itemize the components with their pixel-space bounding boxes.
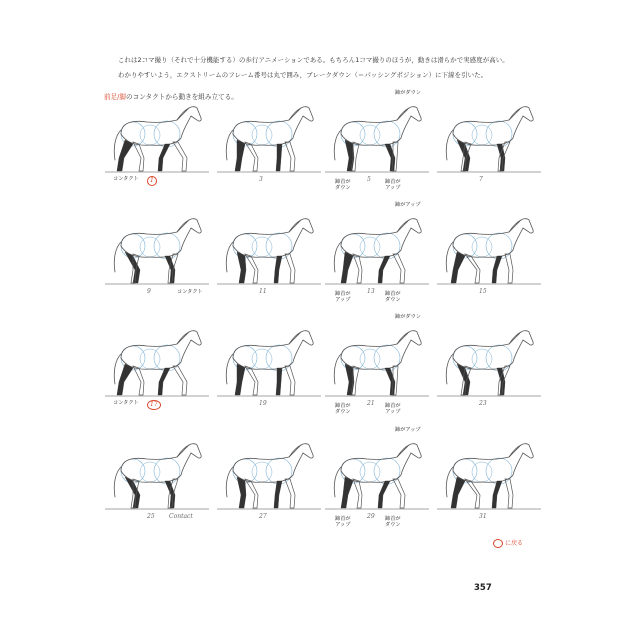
fetlock-label-right	[385, 179, 401, 191]
circle-mark-icon	[493, 539, 503, 548]
walk-frame	[103, 437, 211, 547]
frame-number: 1	[147, 176, 157, 186]
contact-label: コンタクト	[113, 176, 139, 182]
frame-number: 13	[367, 288, 375, 295]
horse-sketch	[435, 437, 543, 517]
fetlock-label-line: 蹄首が	[335, 179, 351, 185]
return-note	[493, 538, 523, 548]
frame-number: 27	[259, 513, 267, 520]
fetlock-label-line: アップ	[335, 297, 351, 303]
walk-frame	[435, 324, 543, 434]
return-label: に戻る	[505, 540, 524, 547]
fetlock-label-right	[385, 516, 401, 528]
fetlock-label-line: 蹄首が	[385, 179, 401, 185]
subheading-text: のコンタクトから動きを組み立てる。	[126, 93, 238, 101]
contact-label: コンタクト	[177, 289, 203, 295]
fetlock-label-right	[385, 403, 401, 415]
fetlock-label-line: 蹄首が	[335, 403, 351, 409]
fetlock-label-line: アップ	[385, 409, 401, 415]
fetlock-label-line: アップ	[335, 522, 351, 528]
horse-sketch	[215, 100, 323, 180]
horse-sketch	[103, 100, 211, 180]
horse-sketch	[103, 437, 211, 517]
hoof-top-label: 蹄がダウン	[395, 314, 421, 320]
horse-sketch	[215, 212, 323, 292]
fetlock-label-line: アップ	[385, 185, 401, 191]
horse-sketch	[103, 324, 211, 404]
walk-frame	[435, 100, 543, 210]
horse-sketch	[103, 212, 211, 292]
fetlock-label-line: 蹄首が	[385, 403, 401, 409]
frame-number: 3	[259, 176, 263, 183]
intro-text	[118, 53, 538, 83]
walk-frame	[435, 437, 543, 547]
fetlock-label-right	[385, 291, 401, 303]
subheading-highlight: 前足/脚	[104, 93, 127, 101]
frame-number: 25	[147, 513, 155, 520]
intro-line-1: これは2コマ撮り（それで十分機能する）の歩行アニメーションである。もちろん1コマ撮りのほうが，動きは滑らかで実感度が高い。	[118, 56, 509, 64]
fetlock-label-left	[335, 516, 351, 528]
fetlock-label-line: 蹄首が	[335, 291, 351, 297]
fetlock-label-line: ダウン	[335, 409, 351, 415]
frame-number: 21	[367, 400, 375, 407]
frame-number: 5	[367, 176, 371, 183]
frame-number: 23	[479, 400, 487, 407]
fetlock-label-line: 蹄首が	[335, 516, 351, 522]
horse-sketch	[435, 100, 543, 180]
fetlock-label-line: 蹄首が	[385, 516, 401, 522]
walk-frame	[323, 202, 431, 322]
horse-sketch	[323, 100, 431, 180]
horse-sketch	[323, 212, 431, 292]
fetlock-label-line: ダウン	[385, 297, 401, 303]
hoof-top-label: 蹄がアップ	[395, 427, 421, 433]
horse-sketch	[435, 212, 543, 292]
fetlock-label-left	[335, 291, 351, 303]
frame-number: 15	[479, 288, 487, 295]
walk-frame	[215, 324, 323, 434]
contact-note: Contact	[169, 513, 193, 520]
intro-line-2: わかりやすいよう，エクストリームのフレーム番号は丸で囲み，ブレークダウン（＝パッシングポジション）に下線を引いた。	[118, 71, 488, 79]
frame-number: 17	[147, 400, 161, 410]
frame-number: 11	[259, 288, 267, 295]
fetlock-label-line: 蹄首が	[385, 291, 401, 297]
frame-number: 9	[147, 288, 151, 295]
horse-sketch	[215, 437, 323, 517]
contact-label: コンタクト	[113, 400, 139, 406]
frame-number: 31	[479, 513, 487, 520]
walk-frame	[323, 427, 431, 547]
fetlock-label-line: ダウン	[335, 185, 351, 191]
walk-frame	[323, 90, 431, 210]
frame-number: 7	[479, 176, 483, 183]
page-number: 357	[474, 583, 492, 593]
horse-sketch	[323, 437, 431, 517]
frame-number: 29	[367, 513, 375, 520]
walk-frame	[215, 212, 323, 322]
walk-frame	[215, 437, 323, 547]
walk-frame	[215, 100, 323, 210]
horse-sketch	[215, 324, 323, 404]
horse-sketch	[323, 324, 431, 404]
walk-frame	[103, 100, 211, 210]
hoof-top-label: 蹄がダウン	[395, 90, 421, 96]
frame-number: 19	[259, 400, 267, 407]
walk-frame	[103, 212, 211, 322]
fetlock-label-line: ダウン	[385, 522, 401, 528]
fetlock-label-left	[335, 179, 351, 191]
walk-frame	[103, 324, 211, 434]
fetlock-label-left	[335, 403, 351, 415]
walk-frame	[435, 212, 543, 322]
walk-frame	[323, 314, 431, 434]
hoof-top-label: 蹄がアップ	[395, 202, 421, 208]
horse-sketch	[435, 324, 543, 404]
